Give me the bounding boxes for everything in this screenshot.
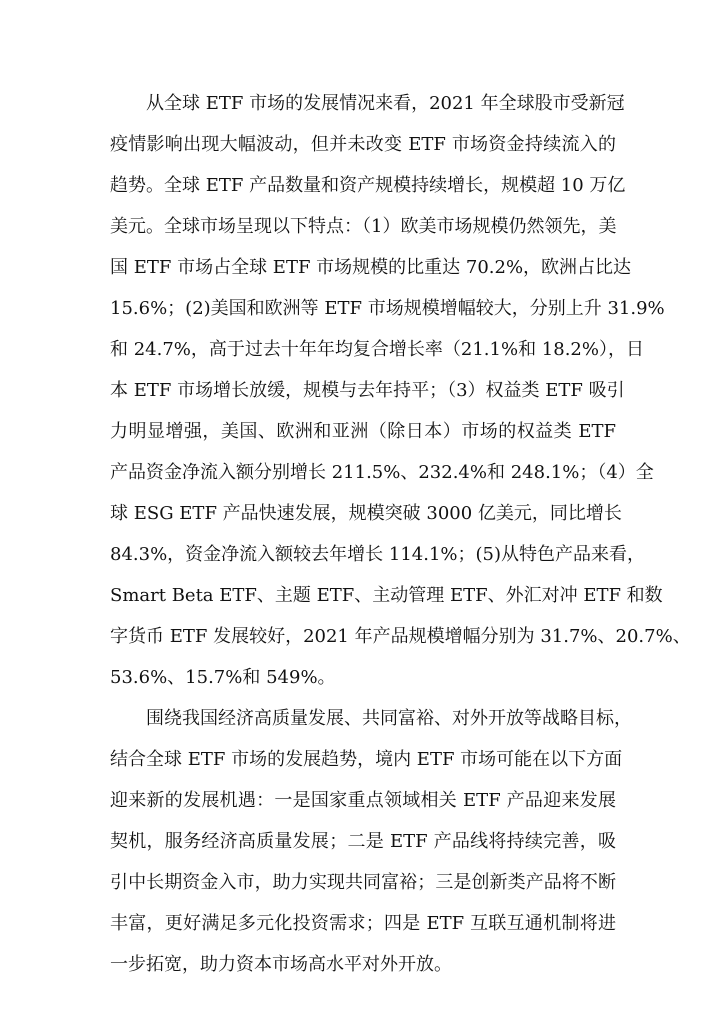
paragraph-line: 本 ETF 市场增长放缓，规模与去年持平；（3）权益类 ETF 吸引 [110,380,625,401]
paragraph-line: 围绕我国经济高质量发展、共同富裕、对外开放等战略目标， [146,708,632,729]
paragraph-line: 84.3%，资金净流入额较去年增长 114.1%；(5)从特色产品来看， [110,544,646,565]
paragraph-line: 一步拓宽，助力资本市场高水平对外开放。 [110,954,452,975]
paragraph-line: 疫情影响出现大幅波动，但并未改变 ETF 市场资金持续流入的 [110,134,616,155]
paragraph-line: 结合全球 ETF 市场的发展趋势，境内 ETF 市场可能在以下方面 [110,749,623,770]
paragraph-line: 和 24.7%，高于过去十年年均复合增长率（21.1%和 18.2%），日 [110,339,644,360]
paragraph-line: 力明显增强，美国、欧洲和亚洲（除日本）市场的权益类 ETF [110,421,616,442]
paragraph-line: 丰富，更好满足多元化投资需求；四是 ETF 互联互通机制将进 [110,913,616,934]
paragraph-line: 字货币 ETF 发展较好，2021 年产品规模增幅分别为 31.7%、20.7%、 [110,626,691,647]
paragraph-line: 引中长期资金入市，助力实现共同富裕；三是创新类产品将不断 [110,872,616,893]
paragraph-line: 产品资金净流入额分别增长 211.5%、232.4%和 248.1%；（4）全 [110,462,654,483]
paragraph-line: 53.6%、15.7%和 549%。 [110,667,336,688]
paragraph-line: 球 ESG ETF 产品快速发展，规模突破 3000 亿美元，同比增长 [110,503,622,524]
paragraph-line: 迎来新的发展机遇：一是国家重点领域相关 ETF 产品迎来发展 [110,790,616,811]
paragraph-line: 国 ETF 市场占全球 ETF 市场规模的比重达 70.2%，欧洲占比达 [110,257,632,278]
paragraph-line: Smart Beta ETF、主题 ETF、主动管理 ETF、外汇对冲 ETF 和数 [110,585,663,606]
paragraph-line: 从全球 ETF 市场的发展情况来看，2021 年全球股市受新冠 [146,93,625,114]
paragraph-line: 趋势。全球 ETF 产品数量和资产规模持续增长，规模超 10 万亿 [110,175,626,196]
paragraph-line: 美元。全球市场呈现以下特点：（1）欧美市场规模仍然领先，美 [110,216,617,237]
paragraph-line: 15.6%；(2)美国和欧洲等 ETF 市场规模增幅较大，分别上升 31.9% [110,298,665,319]
paragraph-line: 契机，服务经济高质量发展；二是 ETF 产品线将持续完善，吸 [110,831,616,852]
